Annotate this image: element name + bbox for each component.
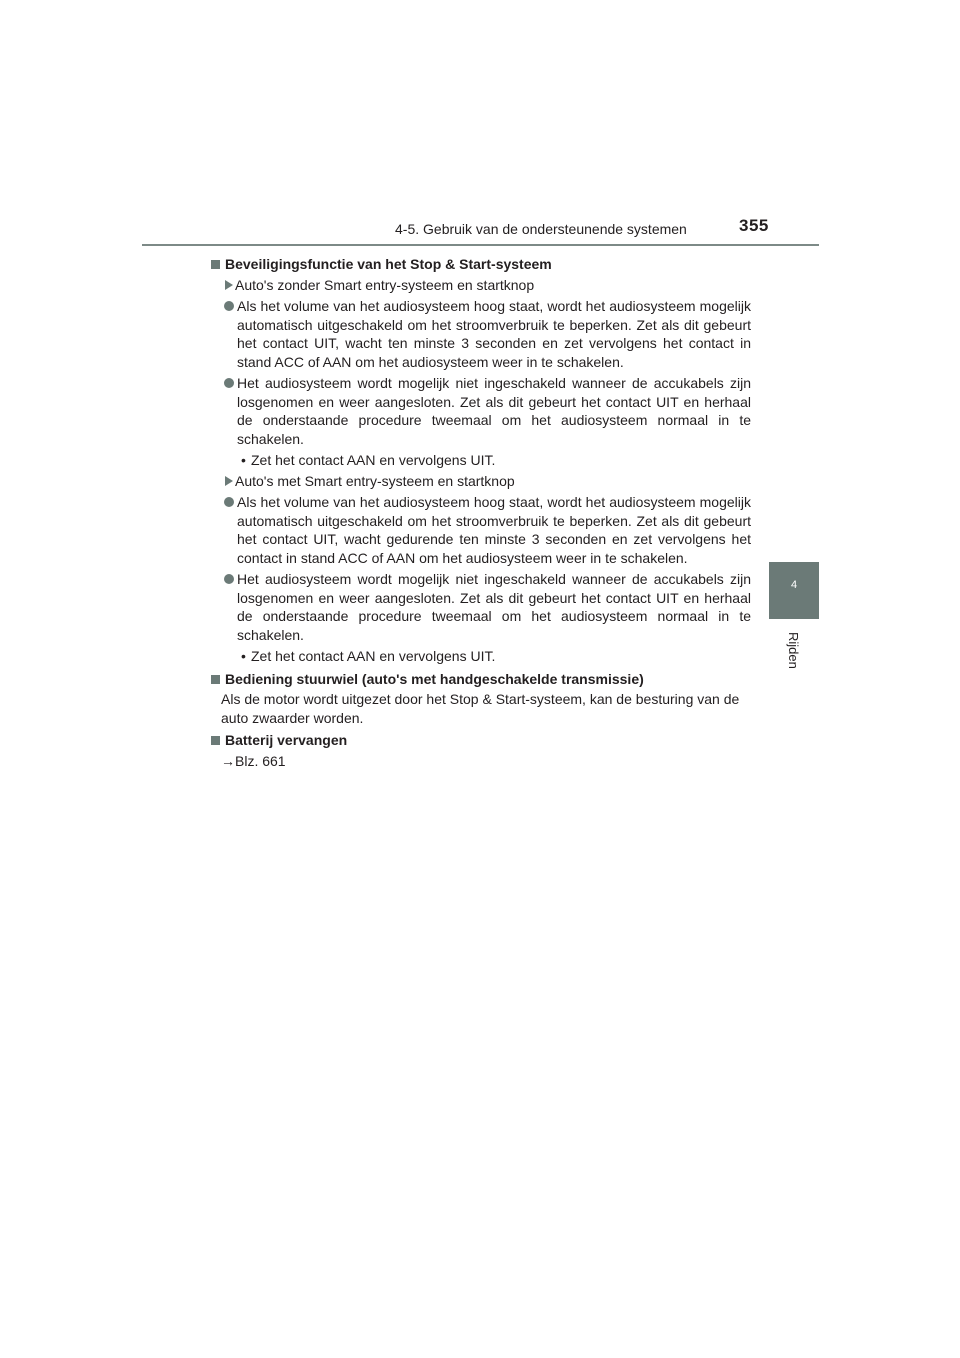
section-heading <box>211 670 751 689</box>
variant-text: Auto's zonder Smart entry-systeem en startknop <box>235 276 535 293</box>
sub-list-item-text: Zet het contact AAN en vervolgens UIT. <box>251 452 496 468</box>
page-number: 355 <box>739 216 769 235</box>
circle-bullet-icon <box>224 378 234 388</box>
circle-bullet-icon <box>224 497 234 507</box>
list-item-text: Het audiosysteem wordt mogelijk niet ingeschakeld wanneer de accukabels zijn losgenomen en weer aangesloten. Zet als dit gebeurt het contact UIT en herhaal de onderstaande procedure tweemaal om het audiosysteem normaal in te schakelen. <box>237 375 751 447</box>
page-reference: →Blz. 661 <box>221 752 286 769</box>
variant-label <box>211 472 751 491</box>
triangle-icon <box>225 476 233 486</box>
circle-bullet-icon <box>224 574 234 584</box>
heading-text: Beveiligingsfunctie van het Stop & Start-systeem <box>225 256 552 272</box>
section-title: 4-5. Gebruik van de ondersteunende systemen <box>395 221 687 237</box>
triangle-icon <box>225 280 233 290</box>
list-item-text: Het audiosysteem wordt mogelijk niet ingeschakeld wanneer de accukabels zijn losgenomen en weer aangesloten. Zet als dit gebeurt het contact UIT en herhaal de onderstaande procedure tweemaal om het audiosysteem normaal in te schakelen. <box>237 571 751 643</box>
dot-marker-icon: • <box>241 452 246 468</box>
paragraph: Als de motor wordt uitgezet door het Stop & Start-systeem, kan de besturing van de auto zwaarder worden. <box>221 691 740 726</box>
list-item <box>211 297 751 371</box>
square-bullet-icon <box>211 736 220 745</box>
list-item <box>211 493 751 567</box>
sub-list-item <box>211 451 751 470</box>
chapter-tab <box>769 562 819 619</box>
chapter-label: Rijden <box>786 632 801 669</box>
page-content <box>211 255 751 770</box>
list-item-text: Als het volume van het audiosysteem hoog staat, wordt het audiosysteem mogelijk automatisch uitgeschakeld om het stroomverbruik te beperken. Zet als dit gebeurt het contact UIT, wacht gedurende ten minste 3 seconden en zet vervolgens het contact in stand ACC of AAN om het audiosysteem weer in te schakelen. <box>237 494 751 566</box>
square-bullet-icon <box>211 260 220 269</box>
sub-list-item <box>211 647 751 666</box>
section-heading <box>211 255 751 274</box>
list-item <box>211 570 751 644</box>
heading-text: Bediening stuurwiel (auto's met handgeschakelde transmissie) <box>225 670 644 687</box>
list-item <box>211 374 751 448</box>
dot-marker-icon: • <box>241 648 246 664</box>
sub-list-item-text: Zet het contact AAN en vervolgens UIT. <box>251 648 496 664</box>
header-rule <box>142 244 819 246</box>
square-bullet-icon <box>211 675 220 684</box>
variant-label <box>211 276 751 295</box>
chapter-number: 4 <box>790 579 798 591</box>
variant-text: Auto's met Smart entry-systeem en startknop <box>235 472 515 489</box>
list-item-text: Als het volume van het audiosysteem hoog staat, wordt het audiosysteem mogelijk automatisch uitgeschakeld om het stroomverbruik te beperken. Zet als dit gebeurt het contact UIT, wacht ten minste 3 seconden en zet vervolgens het contact in stand ACC of AAN om het audiosysteem weer in te schakelen. <box>237 298 751 370</box>
section-heading <box>211 731 751 750</box>
circle-bullet-icon <box>224 301 234 311</box>
heading-text: Batterij vervangen <box>225 732 348 748</box>
